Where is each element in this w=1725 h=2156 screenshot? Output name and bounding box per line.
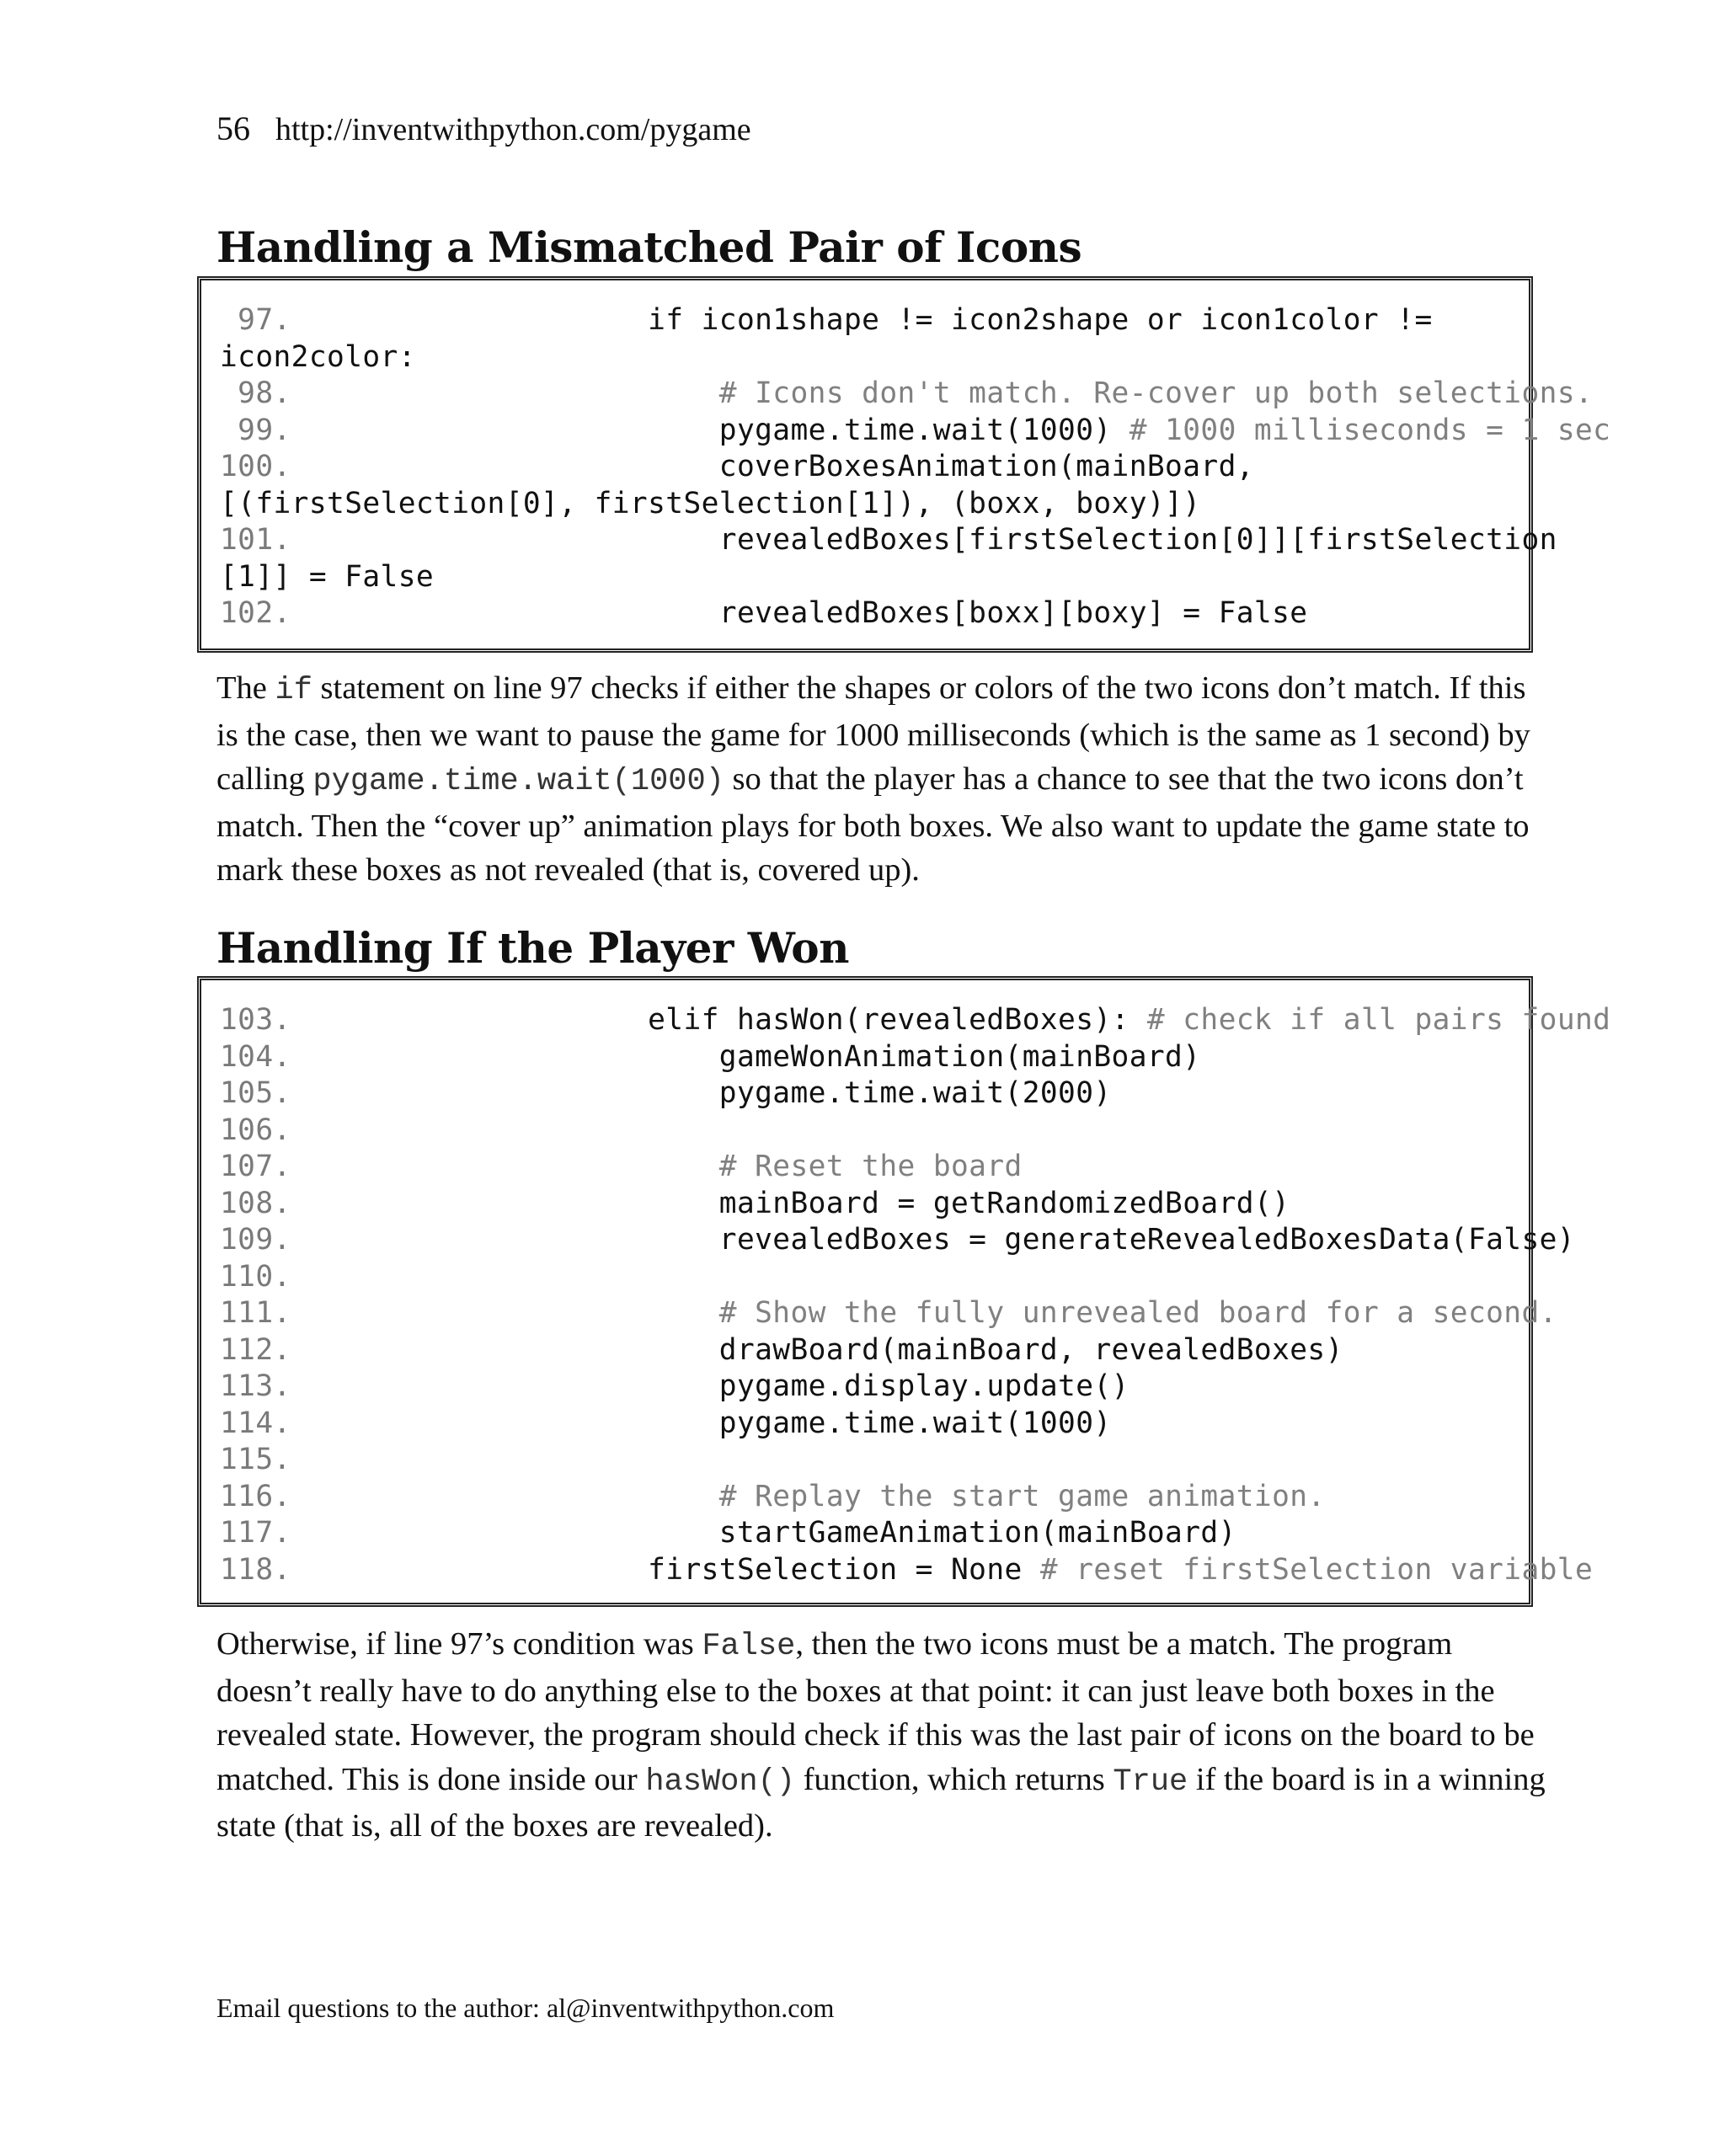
line-number: 112.	[220, 1332, 291, 1367]
code-block-player-won	[197, 976, 1611, 1607]
code-text: coverBoxesAnimation(mainBoard,	[291, 450, 1254, 483]
line-number: 111.	[220, 1296, 291, 1330]
code-line	[220, 1515, 1529, 1552]
code-text: pygame.time.wait(1000)	[291, 1406, 1112, 1440]
code-text	[291, 376, 719, 410]
code-line	[220, 302, 1529, 339]
text-run: , then the two icons must be a match. The program doesn’t really have to do anything else to the boxes at that point: it can just leave both boxes in the revealed state. However, the program should check if this was the last pair of icons on the board to be matched. This is done inside our	[216, 1626, 1535, 1797]
code-line	[220, 1039, 1529, 1076]
text-run: function, which returns	[794, 1761, 1114, 1797]
code-text: pygame.display.update()	[291, 1369, 1130, 1403]
line-number: 107.	[220, 1150, 291, 1183]
code-comment: # reset firstSelection variable	[1039, 1552, 1594, 1587]
code-text: elif hasWon(revealedBoxes):	[291, 1003, 1147, 1037]
code-text: revealedBoxes[firstSelection[0]][firstSelection	[291, 523, 1557, 557]
line-number: 113.	[220, 1369, 291, 1403]
code-line	[220, 1295, 1557, 1332]
line-number: 118.	[220, 1552, 291, 1587]
line-number: 103.	[220, 1003, 291, 1037]
line-number: 114.	[220, 1406, 291, 1440]
code-comment: # 1000 milliseconds = 1 sec	[1129, 413, 1611, 447]
code-text	[291, 1296, 719, 1330]
code-comment: # Reset the board	[718, 1150, 1023, 1183]
text-run: so that the player has a chance to see that the two icons don’t match. Then the “cover up” animation plays for both boxes. We also want to update the game state to mark these boxes as not revealed (that is, covered up).	[216, 761, 1530, 888]
code-text	[291, 1150, 719, 1183]
line-number: 106.	[220, 1113, 291, 1147]
line-number: 100.	[220, 450, 291, 483]
header-url[interactable]: http://inventwithpython.com/pygame	[275, 112, 751, 147]
line-number: 98.	[220, 376, 291, 410]
code-text	[291, 1480, 719, 1513]
section-title-player-won: Handling If the Player Won	[216, 923, 850, 973]
code-text: gameWonAnimation(mainBoard)	[291, 1039, 1201, 1074]
inline-code: True	[1113, 1764, 1188, 1800]
code-line	[220, 595, 1529, 632]
code-block-mismatched	[197, 276, 1611, 653]
text-run: Otherwise, if line 97’s condition was	[216, 1626, 702, 1662]
line-number: 108.	[220, 1186, 291, 1220]
code-line	[220, 1002, 1611, 1039]
code-line	[220, 339, 1529, 376]
inline-code: False	[702, 1629, 796, 1664]
line-number: 97.	[220, 303, 291, 337]
code-line	[220, 1442, 1529, 1479]
code-line	[220, 559, 1529, 596]
code-text: startGameAnimation(mainBoard)	[291, 1516, 1236, 1550]
line-number: 115.	[220, 1443, 291, 1476]
code-line	[220, 376, 1594, 413]
code-comment: # Replay the start game animation.	[718, 1479, 1326, 1513]
paragraph-mismatched-explanation	[216, 666, 1547, 893]
paragraph-match-explanation	[216, 1622, 1547, 1849]
line-number: 109.	[220, 1223, 291, 1257]
code-text: [(firstSelection[0], firstSelection[1]), (boxx, boxy)])	[220, 486, 1201, 520]
text-run: statement on line 97 checks if either the shapes or colors of the two icons don’t match. If this is the case, then we want to pause the game for 1000 milliseconds (which is the same as 1 second) by calling	[216, 670, 1530, 797]
code-text: pygame.time.wait(2000)	[291, 1076, 1112, 1110]
code-comment: # check if all pairs found	[1146, 1003, 1611, 1037]
inline-code: pygame.time.wait(1000)	[312, 764, 724, 799]
code-text: pygame.time.wait(1000)	[291, 413, 1130, 447]
code-text: revealedBoxes = generateRevealedBoxesData(False)	[291, 1223, 1575, 1257]
line-number: 116.	[220, 1479, 291, 1513]
code-line	[220, 486, 1529, 523]
code-line	[220, 1259, 1529, 1296]
code-text: revealedBoxes[boxx][boxy] = False	[291, 596, 1308, 630]
line-number: 110.	[220, 1259, 291, 1294]
code-text: if icon1shape != icon2shape or icon1color !=	[291, 303, 1433, 337]
code-text: [1]] = False	[220, 559, 435, 594]
code-line	[220, 1222, 1575, 1259]
code-line	[220, 449, 1529, 486]
page-number: 56	[216, 109, 250, 147]
text-run: The	[216, 670, 275, 706]
code-line	[220, 1479, 1529, 1516]
line-number: 102.	[220, 596, 291, 630]
line-number: 104.	[220, 1039, 291, 1074]
code-line	[220, 522, 1557, 559]
code-line	[220, 1149, 1529, 1186]
inline-code: if	[275, 673, 312, 708]
code-line	[220, 1075, 1529, 1113]
line-number: 101.	[220, 523, 291, 557]
text-run: if the board is in a winning state (that is, all of the boxes are revealed).	[216, 1761, 1546, 1844]
code-line	[220, 413, 1611, 450]
code-text: icon2color:	[220, 339, 416, 374]
line-number: 117.	[220, 1516, 291, 1550]
page-header	[216, 108, 751, 151]
line-number: 99.	[220, 413, 291, 447]
page-footer: Email questions to the author: al@inventwithpython.com	[216, 1993, 835, 2023]
code-line	[220, 1113, 1529, 1150]
code-line	[220, 1552, 1594, 1589]
code-line	[220, 1186, 1529, 1223]
code-comment: # Show the fully unrevealed board for a second.	[718, 1296, 1557, 1330]
code-text: drawBoard(mainBoard, revealedBoxes)	[291, 1332, 1343, 1367]
code-text: mainBoard = getRandomizedBoard()	[291, 1186, 1290, 1220]
code-comment: # Icons don't match. Re-cover up both selections.	[718, 376, 1594, 410]
code-text: firstSelection = None	[291, 1552, 1040, 1587]
inline-code: hasWon()	[645, 1764, 795, 1800]
code-line	[220, 1406, 1529, 1443]
code-line	[220, 1332, 1529, 1369]
line-number: 105.	[220, 1076, 291, 1110]
section-title-mismatched: Handling a Mismatched Pair of Icons	[216, 222, 1082, 272]
code-line	[220, 1369, 1529, 1406]
